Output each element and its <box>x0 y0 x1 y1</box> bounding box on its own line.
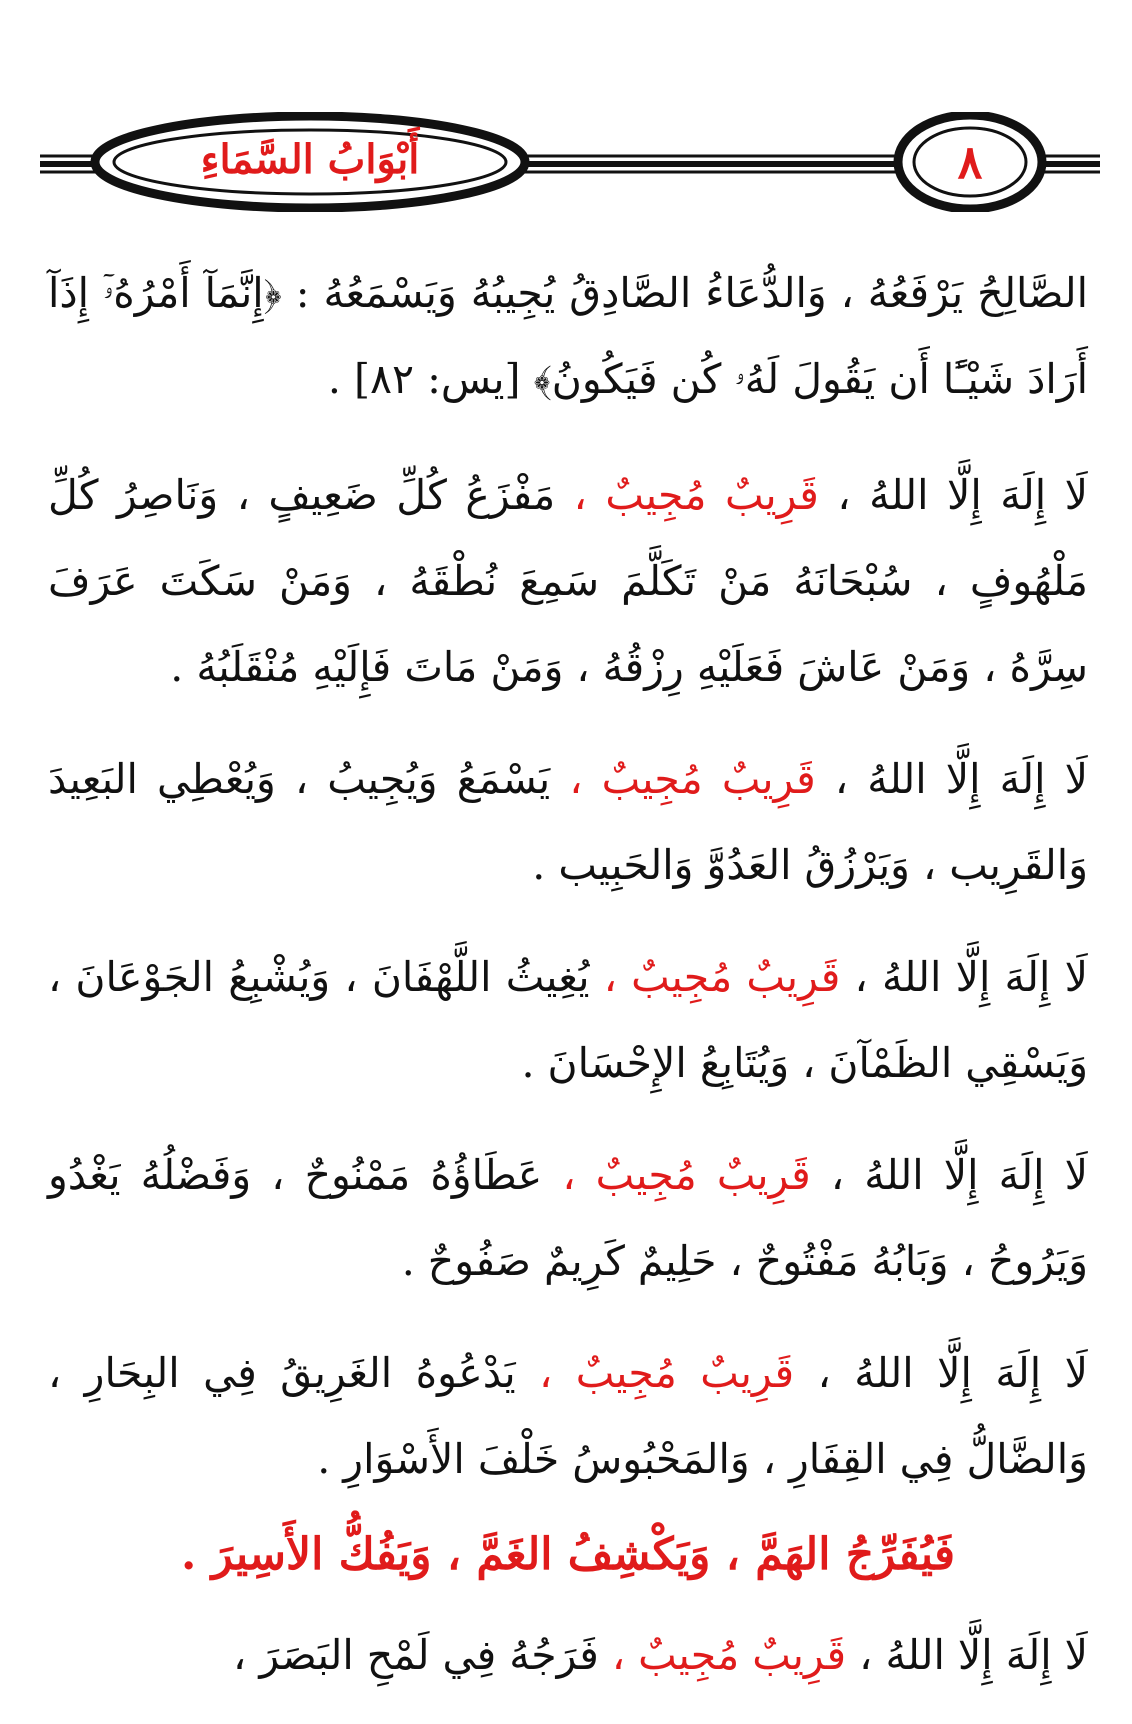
tahlil-lead: لَا إِلَهَ إِلَّا اللهُ ، <box>817 1349 1088 1397</box>
qarib-mujib-phrase: قَرِيبٌ مُجِيبٌ ، <box>603 953 841 1001</box>
tahlil-lead: لَا إِلَهَ إِلَّا اللهُ ، <box>834 755 1089 803</box>
tahlil-lead: لَا إِلَهَ إِلَّا اللهُ ، <box>854 953 1088 1001</box>
page-header <box>40 112 1100 212</box>
paragraph-4 <box>48 934 1088 1106</box>
paragraph-text: يُغِيثُ اللَّهْفَانَ ، وَيُشْبِعُ الجَوْعَانَ ، وَيَسْقِي الظَمْآنَ ، وَيُتَابِعُ الإِحْسَانَ . <box>48 953 1088 1087</box>
tahlil-lead: لَا إِلَهَ إِلَّا اللهُ ، <box>837 471 1088 519</box>
paragraph-7 <box>48 1612 1088 1698</box>
page-number: ٨ <box>957 135 983 189</box>
paragraph-3 <box>48 736 1088 908</box>
qarib-mujib-phrase: قَرِيبٌ مُجِيبٌ ، <box>611 1631 847 1679</box>
paragraph-text: يَدْعُوهُ الغَرِيقُ فِي البِحَارِ ، وَالضَّالُّ فِي القِفَارِ ، وَالمَحْبُوسُ خَلْفَ الأَسْوَارِ . <box>48 1349 1088 1483</box>
tahlil-lead: لَا إِلَهَ إِلَّا اللهُ ، <box>859 1631 1088 1679</box>
paragraph-text: مَفْزَعُ كُلِّ ضَعِيفٍ ، وَنَاصِرُ كُلِّ مَلْهُوفٍ ، سُبْحَانَهُ مَنْ تَكَلَّمَ سَمِعَ نُطْقَهُ ، وَمَنْ سَكَتَ عَرَفَ سِرَّهُ ، وَمَنْ عَاشَ فَعَلَيْهِ رِزْقُهُ ، وَمَنْ مَاتَ فَإِلَيْهِ مُنْقَلَبُهُ . <box>48 471 1088 691</box>
paragraph-6 <box>48 1330 1088 1502</box>
paragraph-text: يَسْمَعُ وَيُجِيبُ ، وَيُعْطِي البَعِيدَ وَالقَرِيب ، وَيَرْزُقُ العَدُوَّ وَالحَبِيب . <box>48 755 1088 889</box>
qarib-mujib-phrase: قَرِيبٌ مُجِيبٌ ، <box>569 755 816 803</box>
tahlil-lead: لَا إِلَهَ إِلَّا اللهُ ، <box>830 1151 1088 1199</box>
highlighted-line: فَيُفَرِّجُ الهَمَّ ، وَيَكْشِفُ الغَمَّ ، وَيَفُكُّ الأَسِيرَ . <box>180 1529 956 1580</box>
paragraph-text: فَرَجُهُ فِي لَمْحِ البَصَرَ ، <box>233 1631 599 1679</box>
qarib-mujib-phrase: قَرِيبٌ مُجِيبٌ ، <box>573 471 819 519</box>
qarib-mujib-phrase: قَرِيبٌ مُجِيبٌ ، <box>539 1349 795 1397</box>
chapter-title: أَبْوَابُ السَّمَاءِ <box>200 136 420 183</box>
paragraph-1: الصَّالِحُ يَرْفَعُهُ ، وَالدُّعَاءُ الصَّادِقُ يُجِيبُهُ وَيَسْمَعُهُ : ﴿إِنَّمَآ أَمْرُهُۥٓ إِذَآ أَرَادَ شَيْـًٔا أَن يَقُولَ لَهُۥ كُن فَيَكُونُ﴾ [يس: ٨٢] . <box>48 269 1088 403</box>
qarib-mujib-phrase: قَرِيبٌ مُجِيبٌ ، <box>562 1151 811 1199</box>
paragraph-5 <box>48 1132 1088 1304</box>
page-body <box>48 250 1088 1724</box>
paragraph-2 <box>48 452 1088 710</box>
paragraph-text: عَطَاؤُهُ مَمْنُوحٌ ، وَفَضْلُهُ يَغْدُو وَيَرُوحُ ، وَبَابُهُ مَفْتُوحٌ ، حَلِيمٌ كَرِيمٌ صَفُوحٌ . <box>48 1151 1088 1285</box>
